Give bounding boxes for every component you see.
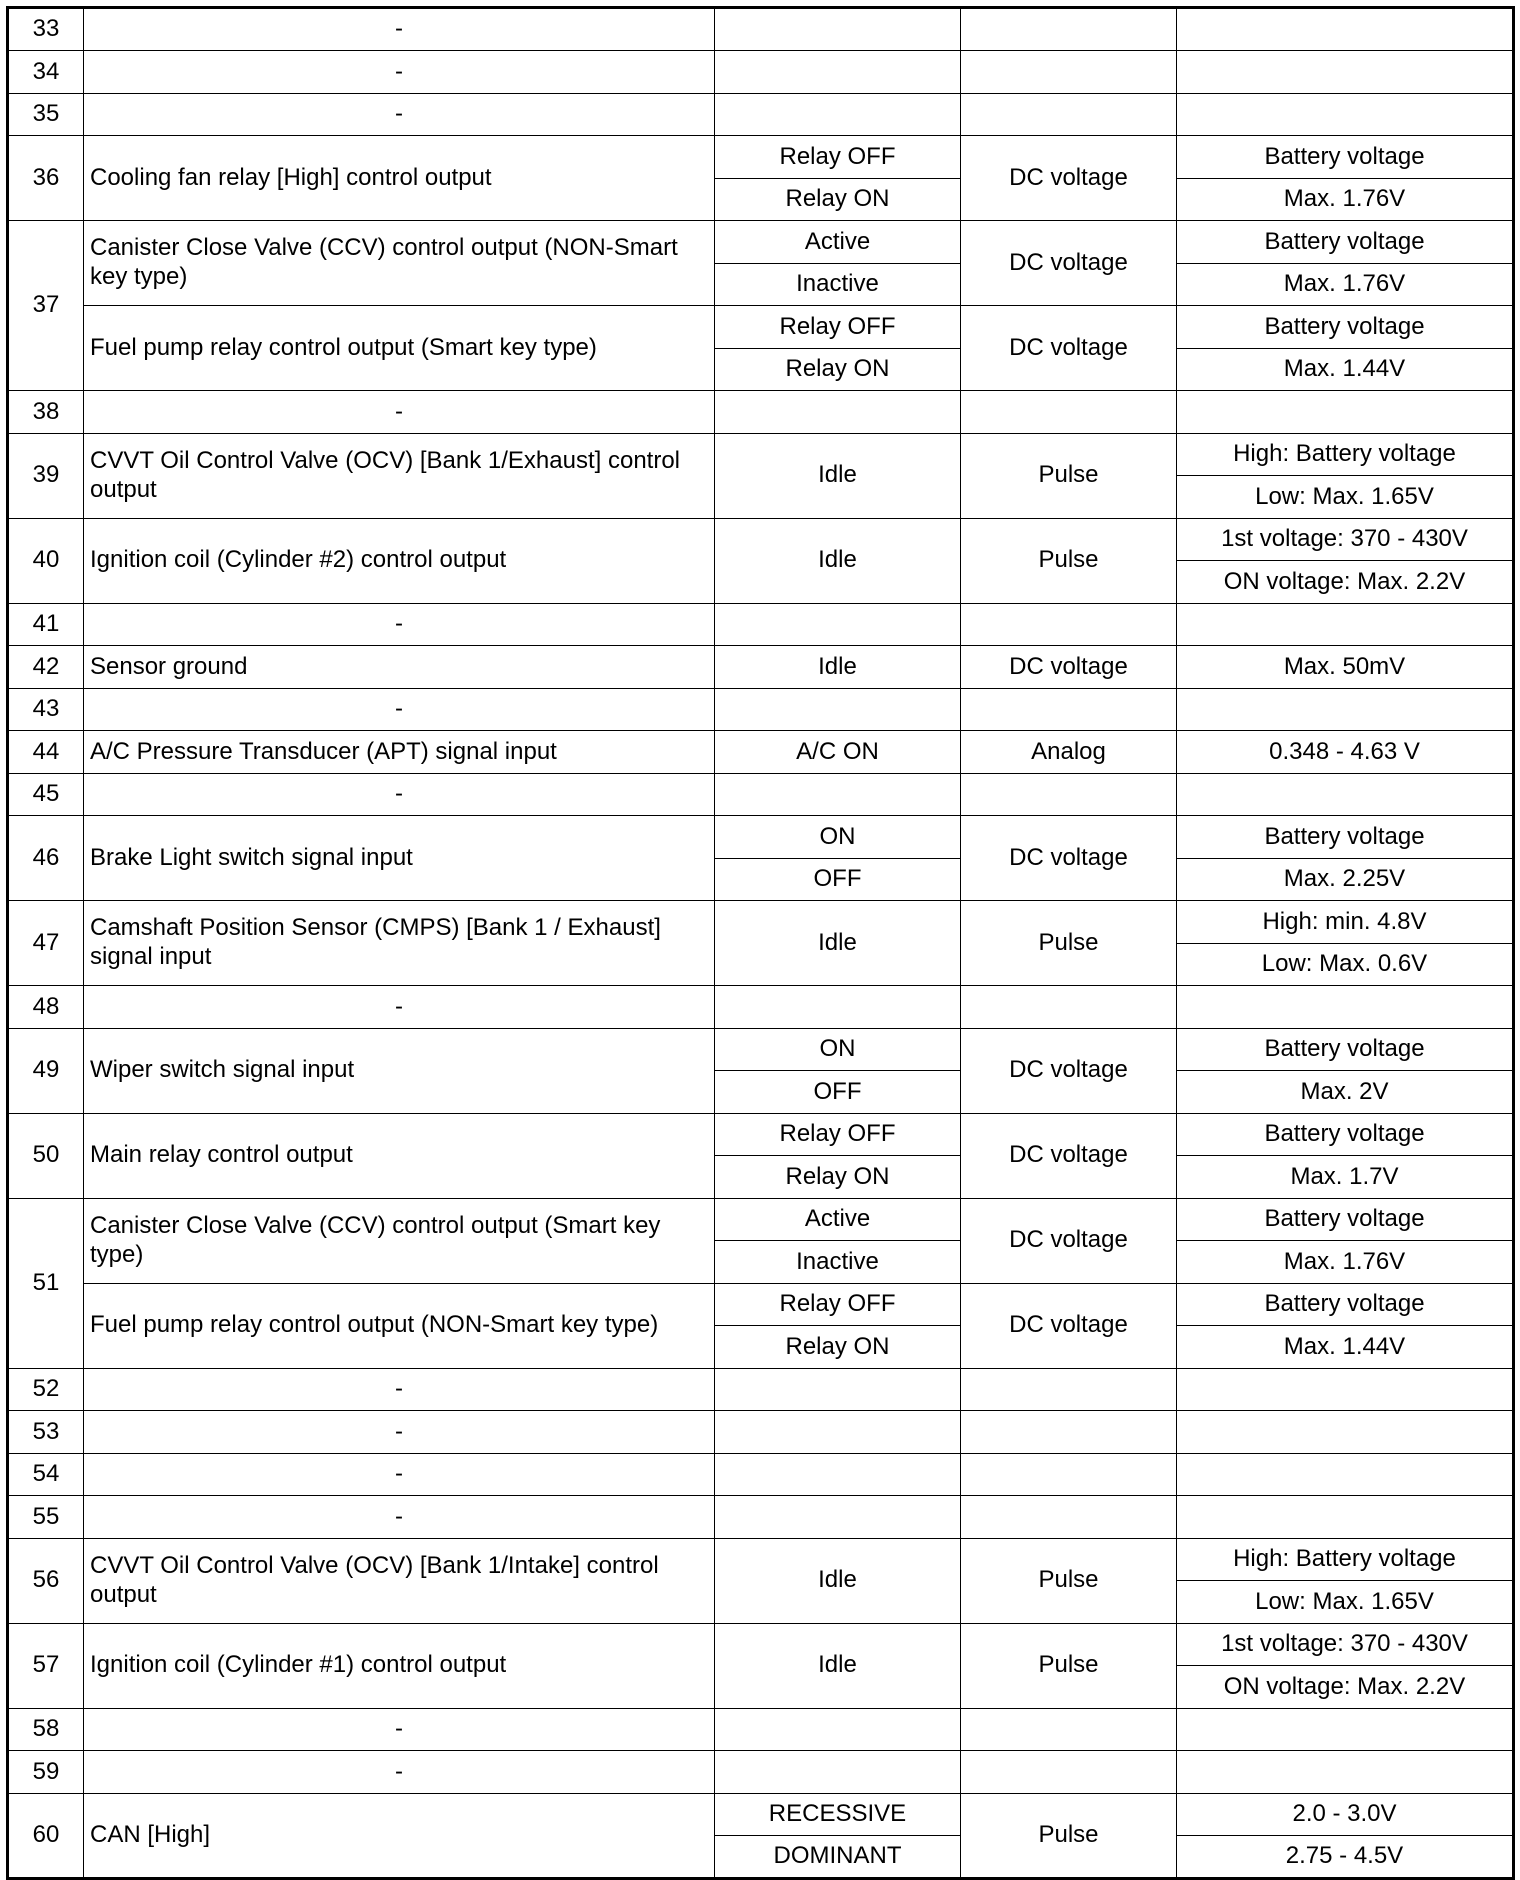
signal-type-cell bbox=[961, 1368, 1177, 1411]
table-row bbox=[8, 1283, 1514, 1326]
signal-type-cell: Analog bbox=[961, 731, 1177, 774]
level-cell: Battery voltage bbox=[1177, 1283, 1514, 1326]
level-cell: ON voltage: Max. 2.2V bbox=[1177, 1666, 1514, 1709]
level-cell bbox=[1177, 1411, 1514, 1454]
pin-description: Cooling fan relay [High] control output bbox=[84, 136, 715, 221]
condition-cell bbox=[715, 391, 961, 434]
table-row bbox=[8, 986, 1514, 1029]
pin-number: 49 bbox=[8, 1028, 84, 1113]
table-row bbox=[8, 1198, 1514, 1241]
condition-cell: Relay ON bbox=[715, 1156, 961, 1199]
level-cell bbox=[1177, 93, 1514, 136]
condition-cell: Inactive bbox=[715, 1241, 961, 1284]
signal-type-cell: Pulse bbox=[961, 901, 1177, 986]
condition-cell: Relay ON bbox=[715, 178, 961, 221]
pin-description: A/C Pressure Transducer (APT) signal input bbox=[84, 731, 715, 774]
signal-type-cell bbox=[961, 688, 1177, 731]
level-cell: Max. 2.25V bbox=[1177, 858, 1514, 901]
condition-cell: Idle bbox=[715, 1623, 961, 1708]
level-cell bbox=[1177, 1496, 1514, 1539]
pin-number: 60 bbox=[8, 1793, 84, 1879]
level-cell: Max. 1.44V bbox=[1177, 348, 1514, 391]
condition-cell bbox=[715, 1453, 961, 1496]
pin-description: - bbox=[84, 688, 715, 731]
level-cell: 0.348 - 4.63 V bbox=[1177, 731, 1514, 774]
condition-cell: Relay OFF bbox=[715, 136, 961, 179]
table-row bbox=[8, 1028, 1514, 1071]
table-row bbox=[8, 93, 1514, 136]
condition-cell bbox=[715, 1708, 961, 1751]
pin-number: 58 bbox=[8, 1708, 84, 1751]
table-row bbox=[8, 51, 1514, 94]
condition-cell bbox=[715, 603, 961, 646]
level-cell: 1st voltage: 370 - 430V bbox=[1177, 518, 1514, 561]
pin-description: Brake Light switch signal input bbox=[84, 816, 715, 901]
condition-cell: A/C ON bbox=[715, 731, 961, 774]
condition-cell bbox=[715, 1751, 961, 1794]
signal-type-cell: DC voltage bbox=[961, 1028, 1177, 1113]
signal-type-cell: Pulse bbox=[961, 518, 1177, 603]
signal-type-cell bbox=[961, 93, 1177, 136]
pin-number: 55 bbox=[8, 1496, 84, 1539]
level-cell: Max. 1.76V bbox=[1177, 263, 1514, 306]
pin-description: CVVT Oil Control Valve (OCV) [Bank 1/Intake] control output bbox=[84, 1538, 715, 1623]
pin-description: CAN [High] bbox=[84, 1793, 715, 1879]
level-cell: Low: Max. 1.65V bbox=[1177, 1581, 1514, 1624]
pin-description: - bbox=[84, 51, 715, 94]
signal-type-cell: Pulse bbox=[961, 1538, 1177, 1623]
level-cell: Low: Max. 1.65V bbox=[1177, 476, 1514, 519]
condition-cell bbox=[715, 51, 961, 94]
signal-type-cell bbox=[961, 773, 1177, 816]
pin-description: Wiper switch signal input bbox=[84, 1028, 715, 1113]
pin-number: 57 bbox=[8, 1623, 84, 1708]
condition-cell: Active bbox=[715, 1198, 961, 1241]
pin-description: Fuel pump relay control output (NON-Smart key type) bbox=[84, 1283, 715, 1368]
level-cell bbox=[1177, 773, 1514, 816]
pin-table bbox=[6, 6, 1515, 1880]
table-row bbox=[8, 603, 1514, 646]
level-cell bbox=[1177, 1368, 1514, 1411]
pin-number: 52 bbox=[8, 1368, 84, 1411]
table-row bbox=[8, 391, 1514, 434]
table-row bbox=[8, 8, 1514, 51]
pin-number: 43 bbox=[8, 688, 84, 731]
pin-number: 37 bbox=[8, 221, 84, 391]
level-cell: ON voltage: Max. 2.2V bbox=[1177, 561, 1514, 604]
pin-description: Sensor ground bbox=[84, 646, 715, 689]
level-cell: Battery voltage bbox=[1177, 1198, 1514, 1241]
level-cell: Max. 1.76V bbox=[1177, 178, 1514, 221]
condition-cell: Relay ON bbox=[715, 348, 961, 391]
condition-cell: Idle bbox=[715, 433, 961, 518]
pin-number: 56 bbox=[8, 1538, 84, 1623]
condition-cell bbox=[715, 688, 961, 731]
table-row bbox=[8, 1496, 1514, 1539]
level-cell: Max. 2V bbox=[1177, 1071, 1514, 1114]
level-cell bbox=[1177, 1453, 1514, 1496]
pin-number: 47 bbox=[8, 901, 84, 986]
pin-description: Camshaft Position Sensor (CMPS) [Bank 1 / Exhaust] signal input bbox=[84, 901, 715, 986]
condition-cell: Relay OFF bbox=[715, 1113, 961, 1156]
level-cell: Low: Max. 0.6V bbox=[1177, 943, 1514, 986]
table-row bbox=[8, 1708, 1514, 1751]
pin-description: - bbox=[84, 1368, 715, 1411]
level-cell: Battery voltage bbox=[1177, 221, 1514, 264]
condition-cell bbox=[715, 1411, 961, 1454]
signal-type-cell bbox=[961, 603, 1177, 646]
signal-type-cell: DC voltage bbox=[961, 1198, 1177, 1283]
level-cell: Battery voltage bbox=[1177, 136, 1514, 179]
level-cell: Battery voltage bbox=[1177, 306, 1514, 349]
signal-type-cell bbox=[961, 986, 1177, 1029]
pin-number: 34 bbox=[8, 51, 84, 94]
signal-type-cell: DC voltage bbox=[961, 306, 1177, 391]
pin-number: 48 bbox=[8, 986, 84, 1029]
level-cell bbox=[1177, 51, 1514, 94]
pin-description: CVVT Oil Control Valve (OCV) [Bank 1/Exhaust] control output bbox=[84, 433, 715, 518]
level-cell bbox=[1177, 1708, 1514, 1751]
table-row bbox=[8, 816, 1514, 859]
signal-type-cell bbox=[961, 1411, 1177, 1454]
pin-description: - bbox=[84, 8, 715, 51]
table-row bbox=[8, 1411, 1514, 1454]
level-cell: 1st voltage: 370 - 430V bbox=[1177, 1623, 1514, 1666]
signal-type-cell: DC voltage bbox=[961, 816, 1177, 901]
signal-type-cell: DC voltage bbox=[961, 136, 1177, 221]
pin-description: Canister Close Valve (CCV) control output (NON-Smart key type) bbox=[84, 221, 715, 306]
condition-cell: Idle bbox=[715, 1538, 961, 1623]
signal-type-cell bbox=[961, 391, 1177, 434]
pin-description: - bbox=[84, 1708, 715, 1751]
pin-number: 38 bbox=[8, 391, 84, 434]
pin-table-body bbox=[8, 8, 1514, 1879]
signal-type-cell bbox=[961, 1751, 1177, 1794]
table-row bbox=[8, 433, 1514, 476]
pin-description: - bbox=[84, 986, 715, 1029]
condition-cell bbox=[715, 8, 961, 51]
table-row bbox=[8, 773, 1514, 816]
condition-cell bbox=[715, 93, 961, 136]
level-cell: Max. 1.44V bbox=[1177, 1326, 1514, 1369]
condition-cell bbox=[715, 1368, 961, 1411]
signal-type-cell: Pulse bbox=[961, 433, 1177, 518]
level-cell bbox=[1177, 603, 1514, 646]
signal-type-cell: DC voltage bbox=[961, 1283, 1177, 1368]
pin-number: 59 bbox=[8, 1751, 84, 1794]
pin-number: 51 bbox=[8, 1198, 84, 1368]
level-cell bbox=[1177, 1751, 1514, 1794]
table-row bbox=[8, 1113, 1514, 1156]
pin-description: Fuel pump relay control output (Smart key type) bbox=[84, 306, 715, 391]
level-cell bbox=[1177, 8, 1514, 51]
table-row bbox=[8, 731, 1514, 774]
level-cell: Battery voltage bbox=[1177, 1113, 1514, 1156]
condition-cell: ON bbox=[715, 1028, 961, 1071]
signal-type-cell: Pulse bbox=[961, 1793, 1177, 1879]
signal-type-cell bbox=[961, 51, 1177, 94]
table-row bbox=[8, 221, 1514, 264]
pin-number: 40 bbox=[8, 518, 84, 603]
level-cell bbox=[1177, 986, 1514, 1029]
pin-description: Main relay control output bbox=[84, 1113, 715, 1198]
pin-number: 42 bbox=[8, 646, 84, 689]
table-row bbox=[8, 901, 1514, 944]
pin-number: 39 bbox=[8, 433, 84, 518]
signal-type-cell bbox=[961, 8, 1177, 51]
level-cell: High: Battery voltage bbox=[1177, 433, 1514, 476]
pin-number: 53 bbox=[8, 1411, 84, 1454]
table-row bbox=[8, 646, 1514, 689]
level-cell: 2.0 - 3.0V bbox=[1177, 1793, 1514, 1836]
signal-type-cell bbox=[961, 1708, 1177, 1751]
level-cell: High: min. 4.8V bbox=[1177, 901, 1514, 944]
table-row bbox=[8, 1538, 1514, 1581]
table-row bbox=[8, 518, 1514, 561]
pin-description: - bbox=[84, 391, 715, 434]
condition-cell: DOMINANT bbox=[715, 1836, 961, 1879]
table-row bbox=[8, 306, 1514, 349]
condition-cell: Idle bbox=[715, 901, 961, 986]
level-cell bbox=[1177, 391, 1514, 434]
signal-type-cell: DC voltage bbox=[961, 646, 1177, 689]
condition-cell: OFF bbox=[715, 858, 961, 901]
condition-cell: Relay ON bbox=[715, 1326, 961, 1369]
condition-cell: OFF bbox=[715, 1071, 961, 1114]
pin-number: 35 bbox=[8, 93, 84, 136]
table-row bbox=[8, 136, 1514, 179]
condition-cell bbox=[715, 1496, 961, 1539]
pin-number: 54 bbox=[8, 1453, 84, 1496]
signal-type-cell bbox=[961, 1496, 1177, 1539]
pin-number: 46 bbox=[8, 816, 84, 901]
pin-number: 44 bbox=[8, 731, 84, 774]
level-cell: 2.75 - 4.5V bbox=[1177, 1836, 1514, 1879]
condition-cell: ON bbox=[715, 816, 961, 859]
condition-cell: Idle bbox=[715, 646, 961, 689]
level-cell: High: Battery voltage bbox=[1177, 1538, 1514, 1581]
pin-description: Ignition coil (Cylinder #1) control output bbox=[84, 1623, 715, 1708]
level-cell: Battery voltage bbox=[1177, 816, 1514, 859]
condition-cell: Relay OFF bbox=[715, 1283, 961, 1326]
table-row bbox=[8, 688, 1514, 731]
pin-description: - bbox=[84, 1751, 715, 1794]
signal-type-cell: DC voltage bbox=[961, 221, 1177, 306]
pin-number: 33 bbox=[8, 8, 84, 51]
condition-cell bbox=[715, 986, 961, 1029]
table-row bbox=[8, 1751, 1514, 1794]
condition-cell: Inactive bbox=[715, 263, 961, 306]
condition-cell: RECESSIVE bbox=[715, 1793, 961, 1836]
pin-description: - bbox=[84, 603, 715, 646]
condition-cell: Active bbox=[715, 221, 961, 264]
condition-cell: Relay OFF bbox=[715, 306, 961, 349]
signal-type-cell: DC voltage bbox=[961, 1113, 1177, 1198]
table-row bbox=[8, 1453, 1514, 1496]
table-row bbox=[8, 1368, 1514, 1411]
pin-number: 45 bbox=[8, 773, 84, 816]
table-row bbox=[8, 1623, 1514, 1666]
pin-description: - bbox=[84, 773, 715, 816]
signal-type-cell bbox=[961, 1453, 1177, 1496]
level-cell bbox=[1177, 688, 1514, 731]
pin-description: - bbox=[84, 1411, 715, 1454]
level-cell: Max. 50mV bbox=[1177, 646, 1514, 689]
pin-description: Ignition coil (Cylinder #2) control output bbox=[84, 518, 715, 603]
pin-number: 50 bbox=[8, 1113, 84, 1198]
level-cell: Battery voltage bbox=[1177, 1028, 1514, 1071]
pin-description: - bbox=[84, 93, 715, 136]
pin-description: - bbox=[84, 1496, 715, 1539]
pin-number: 36 bbox=[8, 136, 84, 221]
pin-description: Canister Close Valve (CCV) control output (Smart key type) bbox=[84, 1198, 715, 1283]
table-row bbox=[8, 1793, 1514, 1836]
level-cell: Max. 1.76V bbox=[1177, 1241, 1514, 1284]
signal-type-cell: Pulse bbox=[961, 1623, 1177, 1708]
level-cell: Max. 1.7V bbox=[1177, 1156, 1514, 1199]
condition-cell: Idle bbox=[715, 518, 961, 603]
condition-cell bbox=[715, 773, 961, 816]
pin-number: 41 bbox=[8, 603, 84, 646]
pin-description: - bbox=[84, 1453, 715, 1496]
